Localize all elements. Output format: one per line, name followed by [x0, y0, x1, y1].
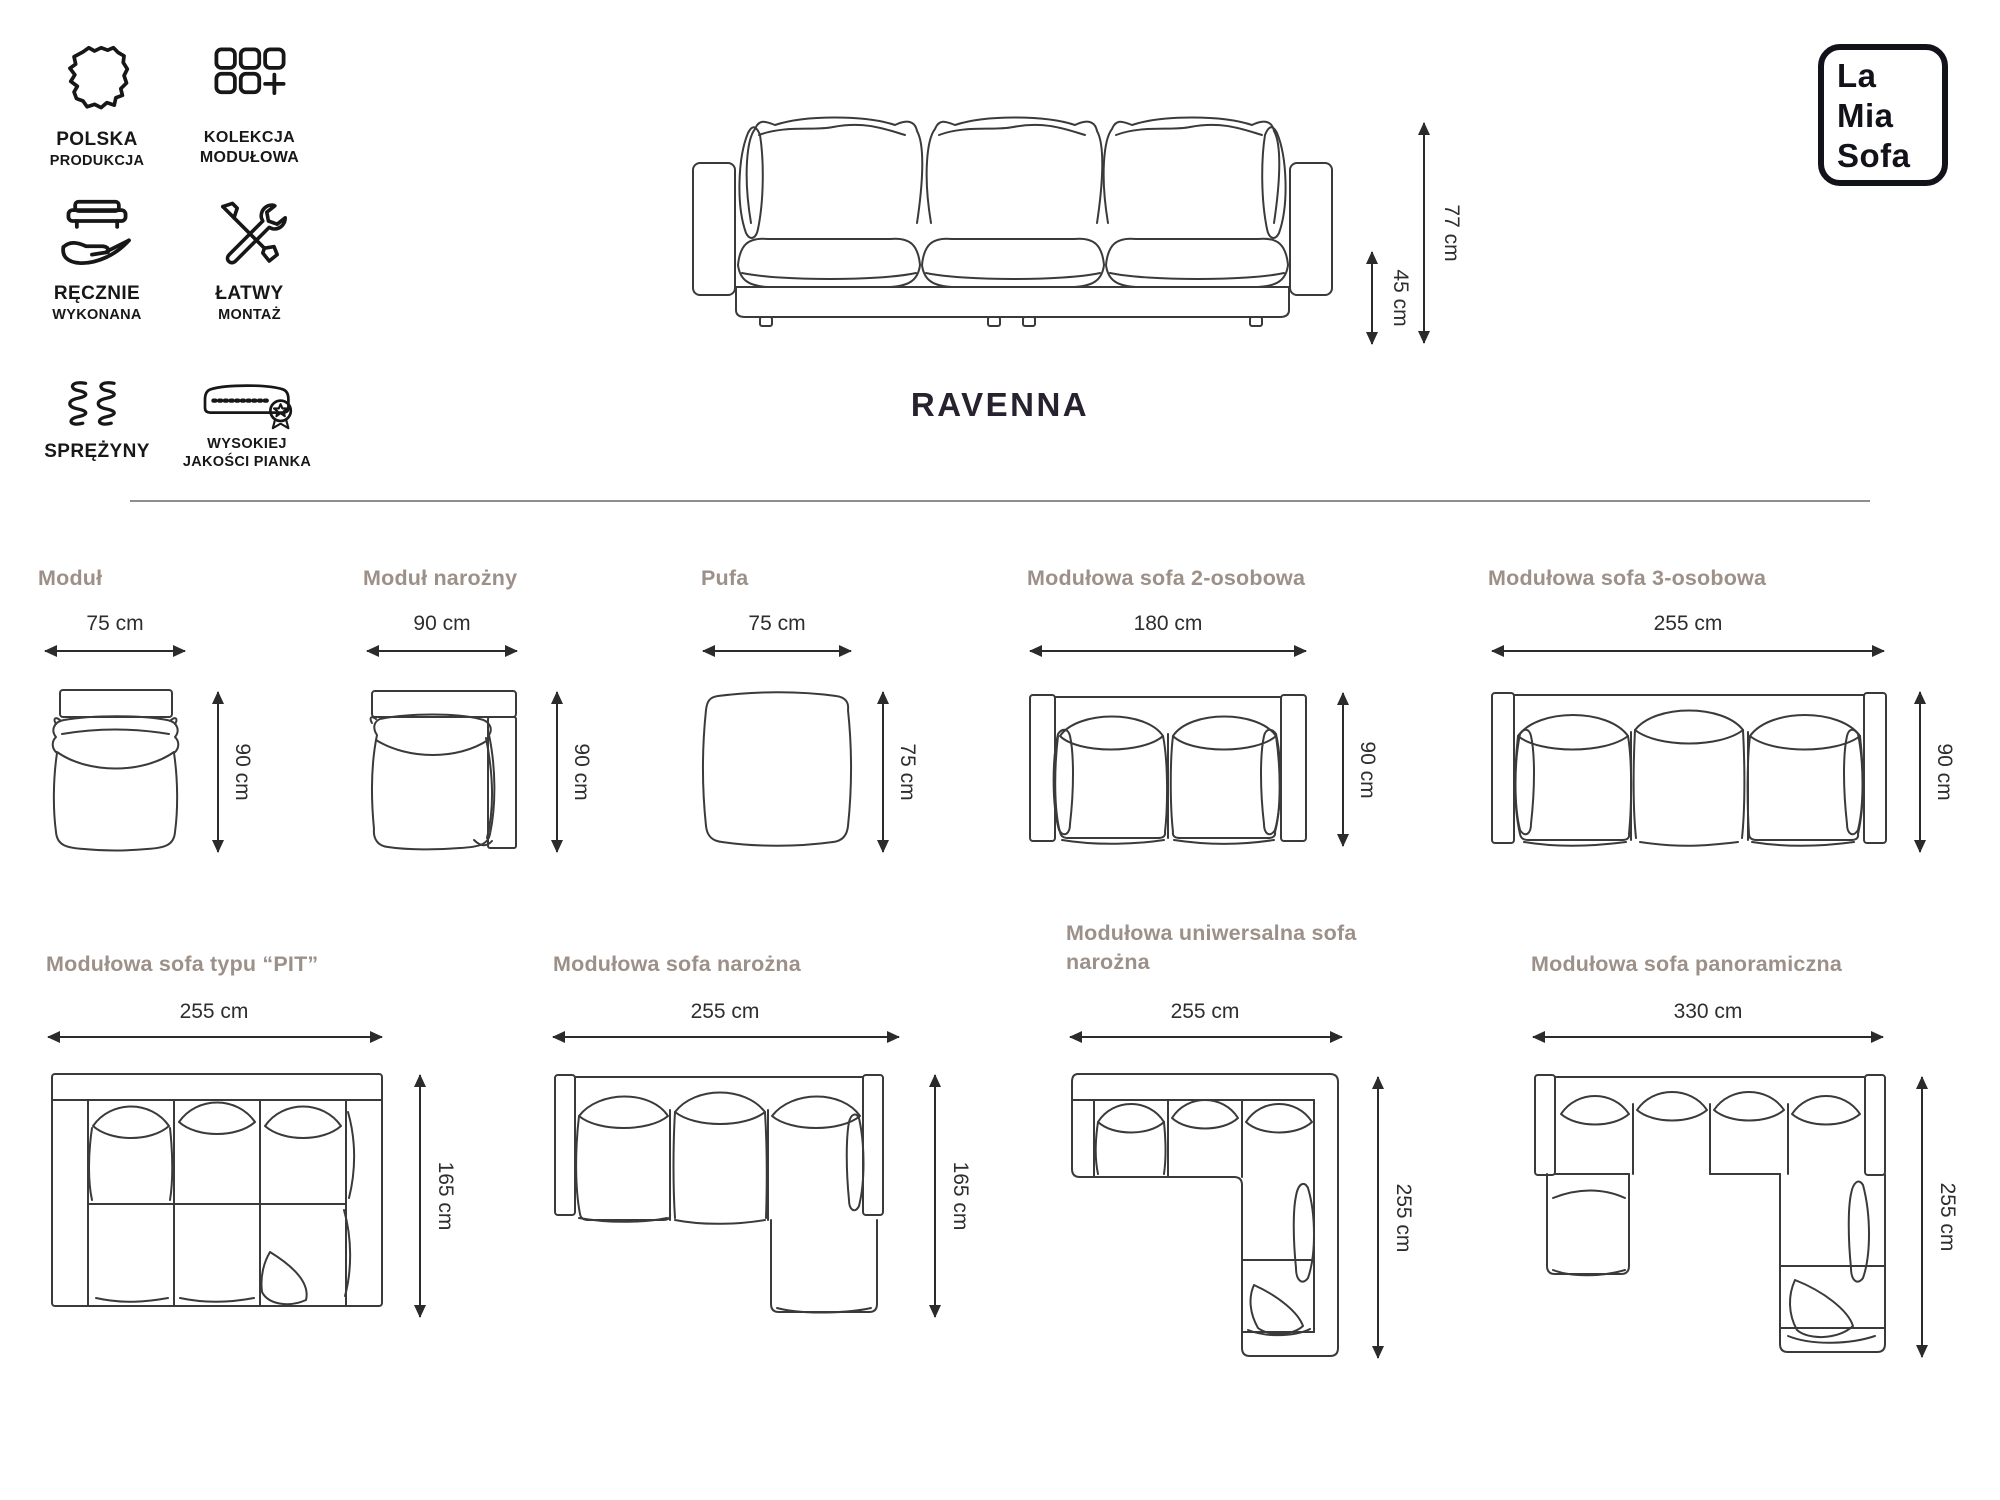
feature-kolekcja-modulowa — [172, 40, 327, 167]
depth-label: 90 cm — [231, 743, 254, 801]
brand-logo — [1818, 44, 1948, 186]
poland-map-icon — [56, 40, 138, 126]
depth-arrow — [1919, 692, 1921, 852]
depth-label: 165 cm — [434, 1161, 457, 1231]
width-label: 255 cm — [1653, 612, 1723, 635]
module-title: Modułowa sofa narożna — [553, 952, 801, 976]
module-title: Modułowa sofa panoramiczna — [1531, 952, 1843, 976]
feature-subtitle: MONTAŻ — [218, 307, 281, 323]
width-arrow — [1492, 650, 1884, 652]
feature-subtitle: JAKOŚCI PIANKA — [182, 454, 312, 470]
width-arrow — [1070, 1036, 1342, 1038]
depth-arrow — [934, 1075, 936, 1317]
feature-title: ŁATWY — [215, 283, 284, 304]
module-title: Pufa — [701, 566, 749, 590]
feature-wysokiej-jakosci-pianka — [152, 372, 342, 470]
seat-height-label: 45 cm — [1389, 269, 1412, 327]
product-name: RAVENNA — [910, 386, 1090, 423]
feature-subtitle: MODUŁOWA — [199, 149, 300, 166]
width-arrow — [45, 650, 185, 652]
corner-module-top-view-drawing — [368, 688, 520, 852]
width-label: 255 cm — [179, 1000, 249, 1023]
width-label: 255 cm — [690, 1000, 760, 1023]
depth-label: 75 cm — [896, 743, 919, 801]
feature-title: WYSOKIEJ — [207, 436, 287, 452]
depth-arrow — [217, 692, 219, 852]
module-title: Modułowa uniwersalna sofa narożna — [1066, 921, 1357, 974]
module-title: Modułowa sofa 2-osobowa — [1027, 566, 1306, 590]
width-arrow — [367, 650, 517, 652]
pit-sofa-top-view-drawing — [48, 1070, 386, 1310]
corner-sofa-top-view-drawing — [553, 1070, 885, 1318]
module-title: Modułowa sofa typu “PIT” — [46, 952, 319, 976]
width-arrow — [48, 1036, 382, 1038]
feature-subtitle: PRODUKCJA — [49, 153, 145, 169]
sofa-2-top-view-drawing — [1028, 690, 1308, 846]
total-height-label: 77 cm — [1440, 204, 1463, 262]
depth-label: 90 cm — [1933, 743, 1956, 801]
sofa-3-top-view-drawing — [1490, 688, 1888, 850]
width-arrow — [1030, 650, 1306, 652]
module-title: Moduł narożny — [363, 566, 518, 590]
width-label: 330 cm — [1673, 1000, 1743, 1023]
universal-corner-sofa-top-view-drawing — [1068, 1070, 1344, 1362]
depth-arrow — [1342, 693, 1344, 846]
logo-line: Sofa — [1837, 137, 1911, 174]
foam-quality-icon — [172, 372, 322, 434]
width-label: 90 cm — [413, 612, 471, 635]
feature-title: SPRĘŻYNY — [44, 441, 150, 462]
pouf-top-view-drawing — [700, 688, 853, 850]
depth-label: 165 cm — [949, 1161, 972, 1231]
width-label: 75 cm — [86, 612, 144, 635]
depth-arrow — [419, 1075, 421, 1317]
feature-sprezyny — [30, 370, 164, 465]
depth-label: 255 cm — [1936, 1182, 1959, 1252]
logo-line: Mia — [1837, 97, 1894, 134]
modular-collection-icon — [208, 40, 292, 126]
width-arrow — [703, 650, 851, 652]
depth-label: 90 cm — [570, 743, 593, 801]
module-title: Moduł — [38, 566, 103, 590]
width-label: 255 cm — [1170, 1000, 1240, 1023]
handmade-icon — [55, 194, 139, 280]
depth-arrow — [1921, 1077, 1923, 1357]
seat-height-arrow — [1371, 252, 1373, 344]
total-height-arrow — [1423, 123, 1425, 343]
depth-label: 255 cm — [1392, 1183, 1415, 1253]
depth-arrow — [556, 692, 558, 852]
sofa-front-view-drawing — [690, 105, 1335, 350]
module-title: Modułowa sofa 3-osobowa — [1488, 566, 1767, 590]
feature-recznie-wykonana — [30, 194, 164, 323]
springs-icon — [60, 370, 134, 438]
easy-assembly-icon — [210, 194, 290, 280]
feature-subtitle: WYKONANA — [52, 307, 142, 323]
width-label: 75 cm — [748, 612, 806, 635]
panoramic-sofa-top-view-drawing — [1533, 1070, 1887, 1357]
depth-label: 90 cm — [1356, 741, 1379, 799]
feature-latwy-montaz — [172, 194, 327, 323]
section-divider — [130, 500, 1870, 502]
feature-title: KOLEKCJA — [203, 129, 296, 146]
logo-line: La — [1837, 57, 1877, 94]
module-top-view-drawing — [48, 688, 183, 853]
width-arrow — [1533, 1036, 1883, 1038]
feature-polska-produkcja — [30, 40, 164, 169]
width-arrow — [553, 1036, 899, 1038]
width-label: 180 cm — [1133, 612, 1203, 635]
depth-arrow — [1377, 1077, 1379, 1358]
depth-arrow — [882, 692, 884, 852]
feature-title: POLSKA — [56, 129, 138, 150]
feature-title: RĘCZNIE — [53, 283, 141, 304]
